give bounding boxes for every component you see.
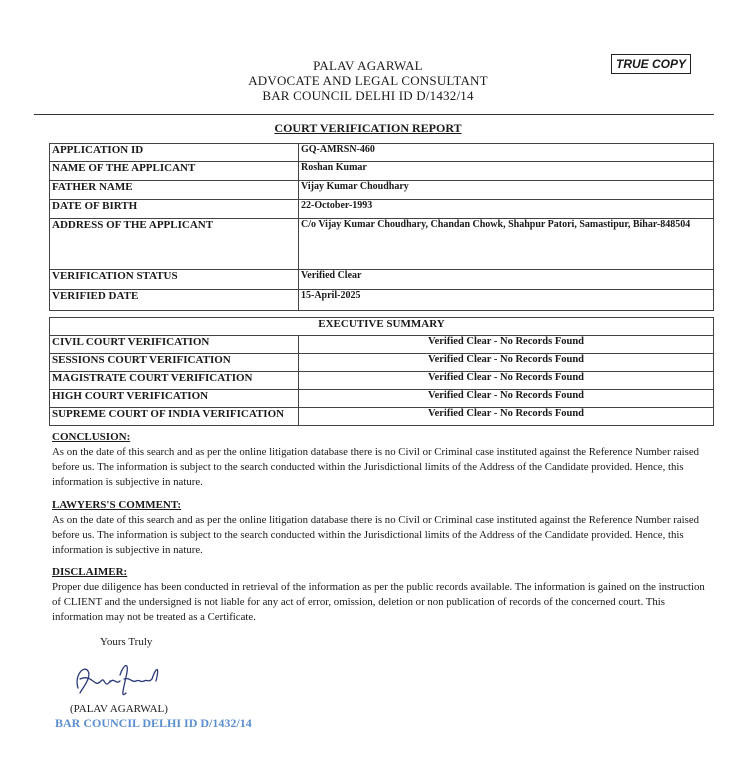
conclusion-text: As on the date of this search and as per the online litigation database there is no Civil or Criminal case instituted against the Reference Number raised before us. The information is subject to the search conducted within the Jurisdictional limits of the Address of the Candidate provided. Hence, this information is subjective in nature. xyxy=(52,446,700,488)
applicant-details-table xyxy=(49,143,714,311)
lawyers-comment-section xyxy=(52,498,712,558)
table-row xyxy=(50,219,714,270)
detail-label: ADDRESS OF THE APPLICANT xyxy=(50,219,299,270)
summary-label: SUPREME COURT OF INDIA VERIFICATION xyxy=(50,408,299,426)
summary-value: Verified Clear - No Records Found xyxy=(299,390,714,408)
detail-label: VERIFIED DATE xyxy=(50,290,299,311)
detail-value: Vijay Kumar Choudhary xyxy=(299,181,714,200)
table-row xyxy=(50,290,714,311)
detail-value: Verified Clear xyxy=(299,270,714,290)
conclusion-heading: CONCLUSION: xyxy=(52,431,131,443)
true-copy-stamp: TRUE COPY xyxy=(611,54,691,74)
signature-image xyxy=(70,655,170,700)
disclaimer-heading: DISCLAIMER: xyxy=(52,566,128,578)
summary-heading: EXECUTIVE SUMMARY xyxy=(50,318,714,336)
summary-label: MAGISTRATE COURT VERIFICATION xyxy=(50,372,299,390)
signatory-name: (PALAV AGARWAL) xyxy=(70,703,168,715)
advocate-bar-id: BAR COUNCIL DELHI ID D/1432/14 xyxy=(262,88,474,103)
advocate-name: PALAV AGARWAL xyxy=(313,58,423,73)
table-row xyxy=(50,162,714,181)
table-row xyxy=(50,390,714,408)
conclusion-section xyxy=(52,430,712,490)
header-divider xyxy=(34,114,714,115)
summary-value: Verified Clear - No Records Found xyxy=(299,372,714,390)
summary-label: CIVIL COURT VERIFICATION xyxy=(50,336,299,354)
detail-label: VERIFICATION STATUS xyxy=(50,270,299,290)
closing-salutation: Yours Truly xyxy=(100,636,153,648)
detail-value: C/o Vijay Kumar Choudhary, Chandan Chowk, Shahpur Patori, Samastipur, Bihar-848504 xyxy=(299,219,714,270)
table-row xyxy=(50,408,714,426)
detail-label: FATHER NAME xyxy=(50,181,299,200)
report-title: COURT VERIFICATION REPORT xyxy=(274,121,462,135)
advocate-title: ADVOCATE AND LEGAL CONSULTANT xyxy=(248,73,488,88)
detail-label: APPLICATION ID xyxy=(50,144,299,162)
table-row xyxy=(50,181,714,200)
table-row xyxy=(50,200,714,219)
detail-value: GQ-AMRSN-460 xyxy=(299,144,714,162)
executive-summary-table xyxy=(49,317,714,426)
lawyers-comment-heading: LAWYERS'S COMMENT: xyxy=(52,499,182,511)
summary-value: Verified Clear - No Records Found xyxy=(299,336,714,354)
table-row xyxy=(50,354,714,372)
detail-value: 22-October-1993 xyxy=(299,200,714,219)
disclaimer-text: Proper due diligence has been conducted in retrieval of the information as per the public records available. The information is gained on the instruction of CLIENT and the undersigned is not liable for any act of error, omission, deletion or non publication of records of the concerned court. This information may not be treated as a Certificate. xyxy=(52,581,705,623)
detail-label: DATE OF BIRTH xyxy=(50,200,299,219)
table-row xyxy=(50,144,714,162)
detail-value: Roshan Kumar xyxy=(299,162,714,181)
table-row xyxy=(50,318,714,336)
disclaimer-section xyxy=(52,565,712,625)
table-row xyxy=(50,336,714,354)
signatory-bar-id: BAR COUNCIL DELHI ID D/1432/14 xyxy=(55,716,252,730)
table-row xyxy=(50,372,714,390)
table-row xyxy=(50,270,714,290)
lawyers-comment-text: As on the date of this search and as per the online litigation database there is no Civil or Criminal case instituted against the Reference Number raised before us. The information is subject to the search conducted within the Jurisdictional limits of the Address of the Candidate provided. Hence, this information is subjective in nature. xyxy=(52,514,700,556)
detail-label: NAME OF THE APPLICANT xyxy=(50,162,299,181)
summary-value: Verified Clear - No Records Found xyxy=(299,354,714,372)
detail-value: 15-April-2025 xyxy=(299,290,714,311)
summary-label: HIGH COURT VERIFICATION xyxy=(50,390,299,408)
summary-label: SESSIONS COURT VERIFICATION xyxy=(50,354,299,372)
summary-value: Verified Clear - No Records Found xyxy=(299,408,714,426)
